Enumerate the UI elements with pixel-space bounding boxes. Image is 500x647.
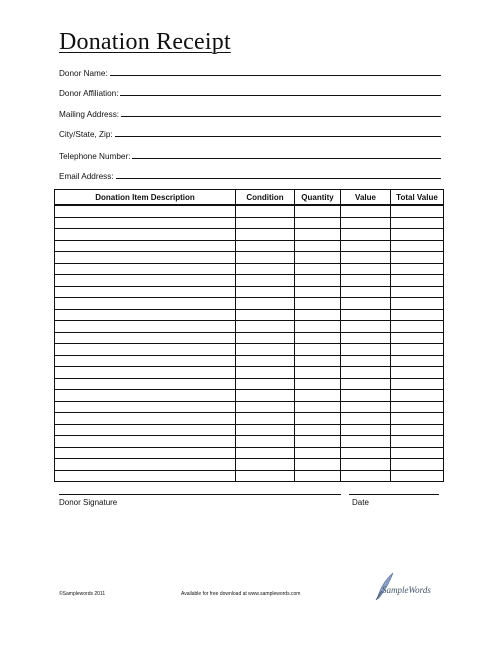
table-cell[interactable] [391,355,444,367]
table-cell[interactable] [341,309,391,321]
column-header-description: Donation Item Description [55,190,236,206]
table-cell[interactable] [341,298,391,310]
table-cell[interactable] [295,413,341,425]
table-cell[interactable] [341,217,391,229]
table-row [55,459,444,471]
table-row [55,344,444,356]
table-row [55,378,444,390]
table-cell[interactable] [236,413,295,425]
table-cell[interactable] [295,424,341,436]
table-cell[interactable] [55,217,236,229]
table-cell[interactable] [295,298,341,310]
table-cell[interactable] [55,286,236,298]
table-row [55,367,444,379]
table-cell[interactable] [236,217,295,229]
table-cell[interactable] [295,275,341,287]
table-cell[interactable] [295,205,341,217]
table-cell[interactable] [55,263,236,275]
table-cell[interactable] [236,298,295,310]
table-cell[interactable] [236,401,295,413]
table-cell[interactable] [236,390,295,402]
page-title: Donation Receipt [59,29,231,55]
table-cell[interactable] [341,470,391,482]
table-cell[interactable] [55,413,236,425]
table-cell[interactable] [341,413,391,425]
table-cell[interactable] [391,332,444,344]
table-cell[interactable] [391,424,444,436]
city-state-zip-line[interactable] [115,136,441,137]
telephone-number-label: Telephone Number: [59,152,131,161]
table-cell[interactable] [341,321,391,333]
table-cell[interactable] [55,240,236,252]
table-cell[interactable] [295,470,341,482]
table-cell[interactable] [295,217,341,229]
table-row [55,447,444,459]
date-line[interactable] [349,494,439,495]
table-cell[interactable] [236,447,295,459]
table-cell[interactable] [391,217,444,229]
table-cell[interactable] [55,344,236,356]
table-row [55,298,444,310]
table-cell[interactable] [55,401,236,413]
table-body [55,205,444,482]
table-cell[interactable] [341,436,391,448]
table-cell[interactable] [295,240,341,252]
table-cell[interactable] [391,205,444,217]
table-cell[interactable] [55,252,236,264]
table-cell[interactable] [295,332,341,344]
donor-name-label: Donor Name: [59,69,108,78]
table-cell[interactable] [341,401,391,413]
table-cell[interactable] [236,332,295,344]
table-cell[interactable] [391,275,444,287]
table-cell[interactable] [295,367,341,379]
footer-copyright: ©Samplewords 2011 [59,591,106,597]
table-cell[interactable] [55,459,236,471]
table-row [55,309,444,321]
table-row [55,286,444,298]
table-cell[interactable] [236,344,295,356]
table-row [55,229,444,241]
table-cell[interactable] [55,447,236,459]
donor-affiliation-field[interactable] [59,86,441,98]
table-cell[interactable] [236,309,295,321]
table-cell[interactable] [236,229,295,241]
table-cell[interactable] [55,470,236,482]
column-header-value: Value [341,190,391,206]
table-cell[interactable] [236,252,295,264]
table-row [55,355,444,367]
table-cell[interactable] [236,286,295,298]
table-cell[interactable] [391,286,444,298]
table-cell[interactable] [341,252,391,264]
table-cell[interactable] [341,229,391,241]
mailing-address-label: Mailing Address: [59,110,120,119]
table-cell[interactable] [391,240,444,252]
table-row [55,470,444,482]
table-cell[interactable] [55,229,236,241]
table-row [55,205,444,217]
email-address-label: Email Address: [59,172,114,181]
table-cell[interactable] [55,205,236,217]
table-cell[interactable] [55,309,236,321]
table-cell[interactable] [295,286,341,298]
telephone-number-line[interactable] [132,158,441,159]
table-cell[interactable] [55,367,236,379]
table-cell[interactable] [236,378,295,390]
table-cell[interactable] [341,390,391,402]
table-cell[interactable] [391,459,444,471]
telephone-number-field[interactable] [59,149,441,161]
table-cell[interactable] [341,447,391,459]
table-row [55,240,444,252]
table-row [55,332,444,344]
table-cell[interactable] [236,459,295,471]
table-cell[interactable] [295,401,341,413]
table-cell[interactable] [341,378,391,390]
table-cell[interactable] [391,309,444,321]
table-row [55,217,444,229]
table-cell[interactable] [341,240,391,252]
table-header-row [55,190,444,206]
table-cell[interactable] [295,309,341,321]
table-cell[interactable] [391,470,444,482]
table-cell[interactable] [55,390,236,402]
table-cell[interactable] [236,263,295,275]
table-cell[interactable] [55,378,236,390]
table-cell[interactable] [295,252,341,264]
table-cell[interactable] [295,436,341,448]
table-cell[interactable] [391,401,444,413]
table-cell[interactable] [341,459,391,471]
table-row [55,401,444,413]
table-cell[interactable] [391,413,444,425]
column-header-condition: Condition [236,190,295,206]
table-cell[interactable] [295,263,341,275]
table-cell[interactable] [295,355,341,367]
mailing-address-line[interactable] [121,116,441,117]
table-cell[interactable] [391,367,444,379]
table-cell[interactable] [295,447,341,459]
table-cell[interactable] [236,205,295,217]
donation-items-table [54,189,444,482]
table-cell[interactable] [236,321,295,333]
table-row [55,436,444,448]
table-cell[interactable] [341,424,391,436]
table-cell[interactable] [295,459,341,471]
column-header-total-value: Total Value [391,190,444,206]
table-cell[interactable] [295,229,341,241]
donor-affiliation-label: Donor Affiliation: [59,89,119,98]
donor-name-field[interactable] [59,66,441,78]
footer-availability: Available for free download at www.samplewords.com [181,591,301,597]
table-cell[interactable] [295,344,341,356]
table-cell[interactable] [295,378,341,390]
city-state-zip-label: City/State, Zip: [59,130,113,139]
mailing-address-field[interactable] [59,107,441,119]
donor-name-line[interactable] [110,75,441,76]
table-cell[interactable] [236,355,295,367]
table-cell[interactable] [55,298,236,310]
table-cell[interactable] [391,447,444,459]
table-row [55,321,444,333]
table-cell[interactable] [55,275,236,287]
table-row [55,263,444,275]
table-cell[interactable] [236,436,295,448]
column-header-quantity: Quantity [295,190,341,206]
table-cell[interactable] [55,321,236,333]
table-cell[interactable] [236,470,295,482]
table-cell[interactable] [236,367,295,379]
table-cell[interactable] [391,344,444,356]
table-row [55,252,444,264]
logo-text: SampleWords [382,585,431,595]
table-cell[interactable] [341,205,391,217]
table-cell[interactable] [341,344,391,356]
table-cell[interactable] [341,275,391,287]
table-cell[interactable] [391,298,444,310]
table-cell[interactable] [55,332,236,344]
table-cell[interactable] [341,355,391,367]
table-cell[interactable] [55,355,236,367]
date-label: Date [352,498,369,507]
donor-signature-line[interactable] [59,494,341,495]
city-state-zip-field[interactable] [59,127,441,139]
table-cell[interactable] [391,263,444,275]
table-cell[interactable] [295,390,341,402]
table-cell[interactable] [236,275,295,287]
table-cell[interactable] [391,390,444,402]
table-cell[interactable] [341,332,391,344]
table-cell[interactable] [295,321,341,333]
donor-affiliation-line[interactable] [120,95,441,96]
table-cell[interactable] [341,367,391,379]
table-row [55,424,444,436]
table-cell[interactable] [236,240,295,252]
samplewords-logo [374,571,444,605]
table-row [55,413,444,425]
table-cell[interactable] [391,436,444,448]
table-cell[interactable] [391,378,444,390]
table-cell[interactable] [55,424,236,436]
email-address-field[interactable] [59,169,441,181]
email-address-line[interactable] [116,178,441,179]
table-cell[interactable] [341,263,391,275]
table-cell[interactable] [341,286,391,298]
table-cell[interactable] [391,229,444,241]
table-cell[interactable] [236,424,295,436]
table-row [55,390,444,402]
table-cell[interactable] [391,321,444,333]
table-row [55,275,444,287]
donor-signature-label: Donor Signature [59,498,118,507]
table-cell[interactable] [391,252,444,264]
table-cell[interactable] [55,436,236,448]
